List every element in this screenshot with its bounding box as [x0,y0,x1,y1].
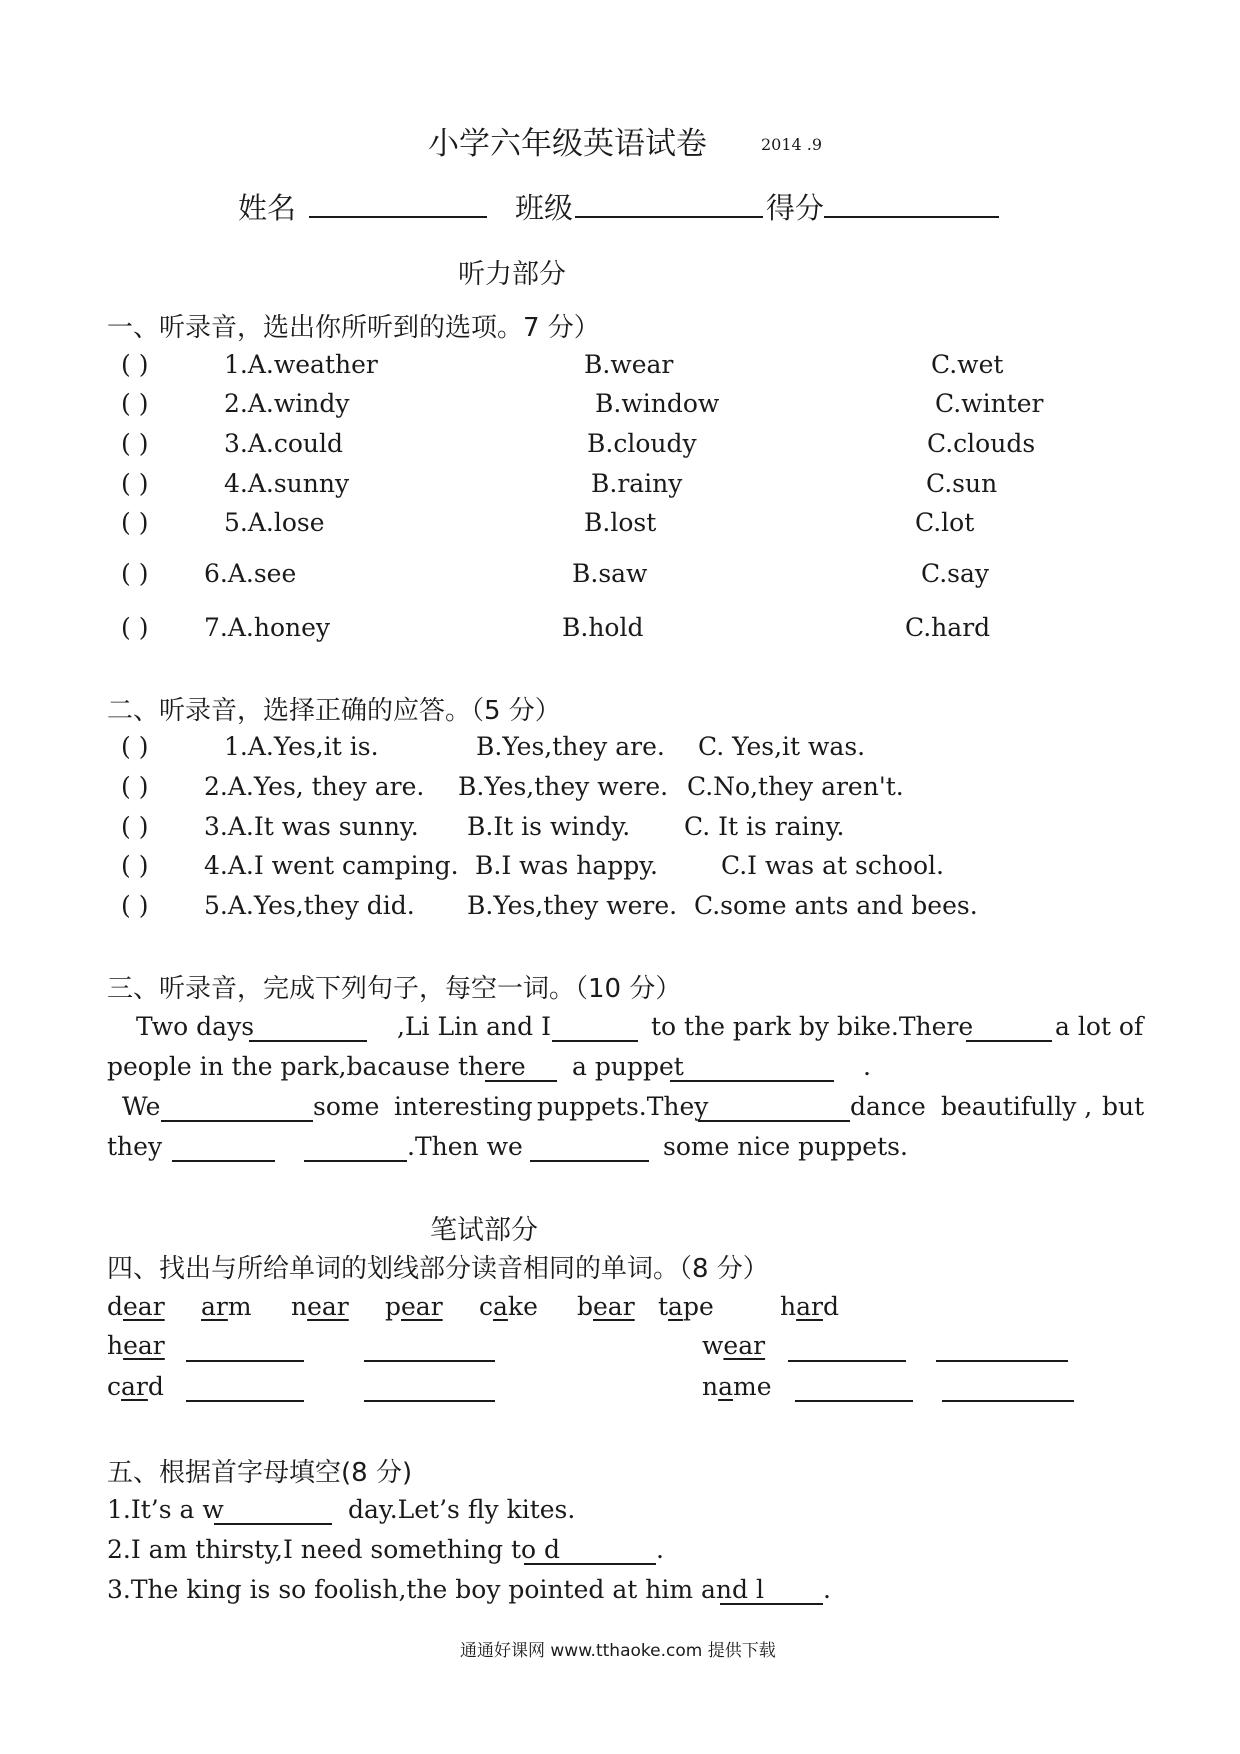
fill-blank[interactable] [214,1497,332,1525]
section3-heading: 三、听录音，完成下列句子，每空一词。（10 分） [107,974,682,1004]
cloze-text: . [863,1052,871,1081]
option-b: B.lost [584,508,657,537]
option-c: C.wet [931,350,1004,379]
option-b: B.Yes,they were. [458,772,669,801]
answer-blank[interactable] [795,1374,913,1402]
answer-paren[interactable]: ( ) [121,350,149,379]
answer-blank[interactable] [364,1374,495,1402]
cloze-text: but [1102,1092,1145,1121]
answer-blank[interactable] [788,1334,906,1362]
option-b: B.Yes,they were. [467,891,678,920]
answer-blank[interactable] [942,1374,1074,1402]
cloze-text: We [122,1092,161,1121]
cloze-blank[interactable] [552,1014,638,1042]
option-a: 7.A.honey [204,613,331,642]
cloze-blank[interactable] [966,1014,1052,1042]
answer-blank[interactable] [186,1334,304,1362]
fill-text: day.Let’s fly kites. [348,1495,576,1524]
fill-text: 1.It’s a w [107,1495,224,1524]
fill-text: 3.The king is so foolish,the boy pointed at him and l [107,1575,764,1604]
option-a: 5.A.Yes,they did. [204,891,415,920]
cloze-text: a puppet [572,1052,684,1081]
option-b: B.It is windy. [467,812,631,841]
answer-paren[interactable]: ( ) [121,613,149,642]
option-a: 1.A.weather [224,350,378,379]
answer-paren[interactable]: ( ) [121,389,149,418]
option-c: C. Yes,it was. [698,732,866,761]
name-field[interactable] [309,190,487,218]
fill-blank[interactable] [524,1537,656,1565]
score-label: 得分 [766,191,825,225]
answer-paren[interactable]: ( ) [121,891,149,920]
cloze-blank[interactable] [304,1134,407,1162]
option-a: 2.A.windy [224,389,350,418]
cloze-text: ,Li Lin and I [397,1012,551,1041]
cloze-text: they [107,1132,163,1161]
option-b: B.rainy [591,469,683,498]
answer-paren[interactable]: ( ) [121,812,149,841]
page-title: 小学六年级英语试卷 [428,126,707,162]
option-c: C.winter [935,389,1044,418]
option-c: C.say [921,559,990,588]
section5-heading: 五、根据首字母填空(8 分) [107,1458,413,1488]
option-a: 3.A.It was sunny. [204,812,419,841]
cloze-text: dance [850,1092,926,1121]
cloze-text: .Then we [407,1132,523,1161]
cloze-text: interesting [394,1092,533,1121]
writing-caption: 笔试部分 [430,1215,538,1246]
option-b: B.I was happy. [475,851,658,880]
footer-credit: 通通好课网 www.tthaoke.com 提供下载 [460,1641,776,1661]
cloze-text: people in the park,bacause there [107,1052,526,1081]
option-a: 4.A.sunny [224,469,350,498]
fill-text: 2.I am thirsty,I need something to d [107,1535,561,1564]
answer-blank[interactable] [364,1334,495,1362]
cloze-text: some nice puppets. [663,1132,908,1161]
option-a: 2.A.Yes, they are. [204,772,425,801]
answer-paren[interactable]: ( ) [121,559,149,588]
answer-paren[interactable]: ( ) [121,469,149,498]
answer-paren[interactable]: ( ) [121,732,149,761]
answer-paren[interactable]: ( ) [121,508,149,537]
phonics-word: hard [780,1292,839,1321]
option-a: 1.A.Yes,it is. [224,732,379,761]
option-a: 6.A.see [204,559,297,588]
cloze-blank[interactable] [698,1094,850,1122]
option-c: C.lot [915,508,975,537]
option-b: B.Yes,they are. [476,732,665,761]
phonics-word: tape [658,1292,714,1321]
cloze-blank[interactable] [172,1134,275,1162]
option-a: 3.A.could [224,429,344,458]
section2-heading: 二、听录音，选择正确的应答。（5 分） [107,696,561,726]
cloze-blank[interactable] [249,1014,367,1042]
fill-text: . [823,1575,831,1604]
cloze-blank[interactable] [485,1054,557,1082]
class-field[interactable] [575,190,763,218]
phonics-word: dear [107,1292,165,1321]
answer-paren[interactable]: ( ) [121,772,149,801]
option-b: B.saw [572,559,648,588]
target-word-name: name [702,1372,772,1401]
option-b: B.cloudy [587,429,697,458]
cloze-blank[interactable] [161,1094,313,1122]
phonics-word: pear [385,1292,443,1321]
option-c: C.some ants and bees. [694,891,978,920]
cloze-text: beautifully , [941,1092,1093,1121]
option-c: C.No,they aren't. [687,772,904,801]
target-word-card: card [107,1372,164,1401]
cloze-text: a lot of [1055,1012,1144,1041]
answer-blank[interactable] [936,1334,1068,1362]
cloze-text: puppets.They [537,1092,709,1121]
cloze-text: to the park by bike.There [651,1012,974,1041]
answer-paren[interactable]: ( ) [121,429,149,458]
option-b: B.hold [562,613,644,642]
listening-caption: 听力部分 [458,259,566,290]
name-label: 姓名 [238,191,297,225]
section4-heading: 四、找出与所给单词的划线部分读音相同的单词。（8 分） [107,1254,769,1284]
exam-date: 2014 .9 [761,135,823,154]
phonics-word: near [291,1292,349,1321]
cloze-text: some [313,1092,380,1121]
option-c: C.I was at school. [721,851,944,880]
section1-heading: 一、听录音，选出你所听到的选项。7 分） [107,313,600,343]
option-a: 4.A.I went camping. [204,851,459,880]
phonics-word: arm [201,1292,252,1321]
option-c: C. It is rainy. [684,812,845,841]
target-word-hear: hear [107,1331,165,1360]
cloze-blank[interactable] [670,1054,834,1082]
answer-blank[interactable] [186,1374,304,1402]
option-a: 5.A.lose [224,508,325,537]
option-c: C.sun [926,469,998,498]
option-b: B.wear [584,350,674,379]
cloze-blank[interactable] [530,1134,649,1162]
cloze-text: Two days [136,1012,255,1041]
phonics-word: cake [479,1292,538,1321]
phonics-word: bear [577,1292,635,1321]
class-label: 班级 [515,191,574,225]
option-c: C.clouds [927,429,1036,458]
fill-text: . [656,1535,664,1564]
option-c: C.hard [905,613,991,642]
target-word-wear: wear [702,1331,766,1360]
answer-paren[interactable]: ( ) [121,851,149,880]
score-field[interactable] [824,190,999,218]
fill-blank[interactable] [720,1577,823,1605]
option-b: B.window [595,389,720,418]
